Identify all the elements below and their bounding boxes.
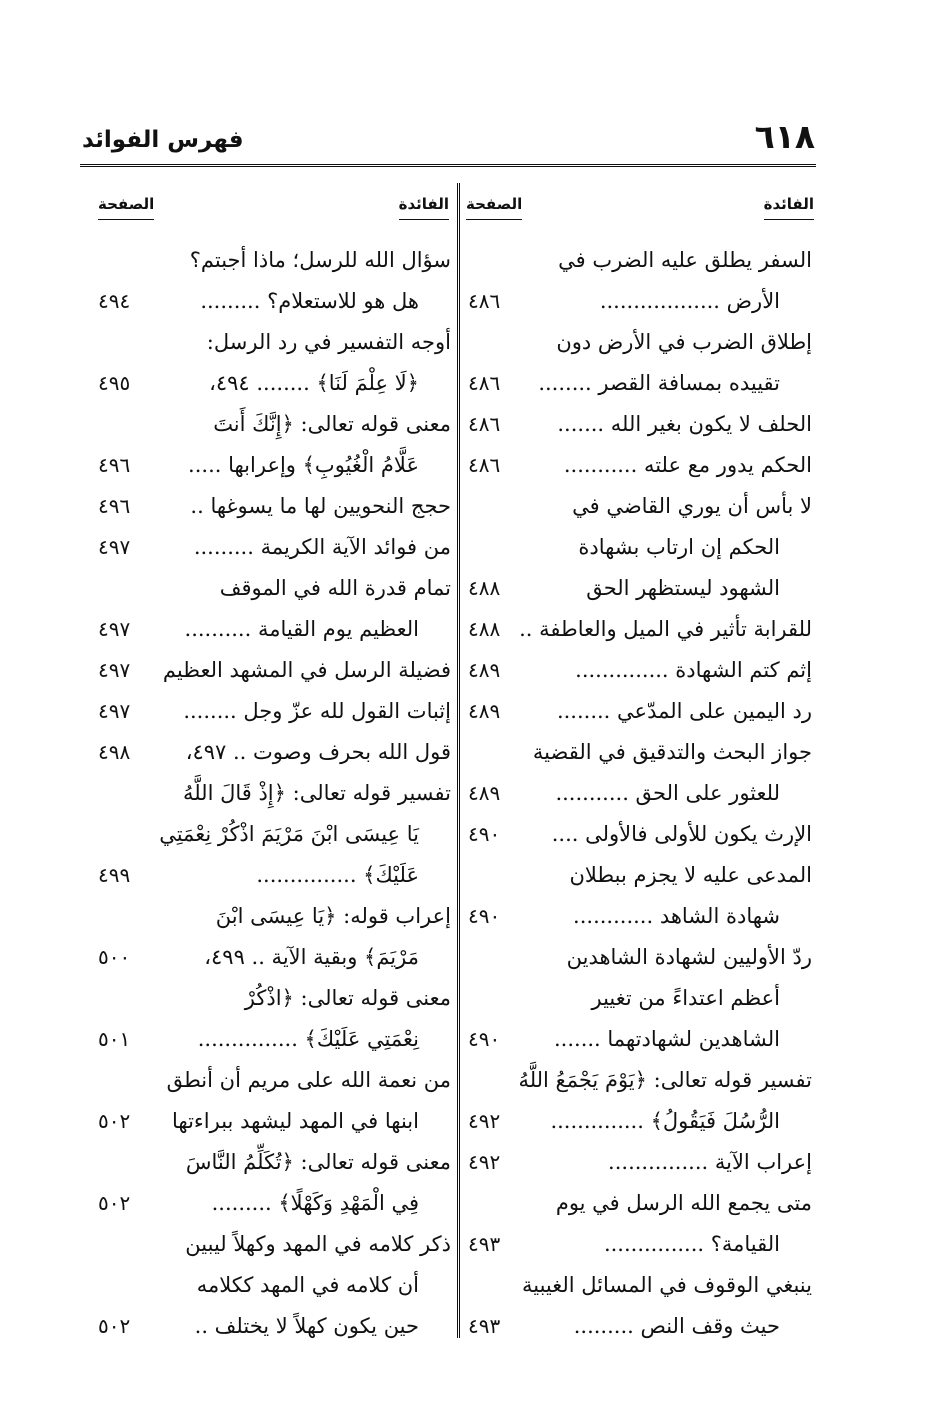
index-entry [466, 937, 818, 978]
index-entry [96, 1019, 453, 1060]
index-entry [96, 1224, 453, 1265]
index-entry [466, 568, 818, 609]
page-title: فهرس الفوائد [82, 127, 244, 153]
index-entry [96, 855, 453, 896]
index-entry [96, 568, 453, 609]
entry-text: من فوائد الآية الكريمة ......... [193, 535, 451, 559]
entry-page-number: ٤٩٤ [98, 289, 131, 313]
entry-text: مَرْيَمَ﴾ وبقية الآية .. ٤٩٩، [204, 945, 419, 969]
entry-text: معنى قوله تعالى: ﴿تُكَلِّمُ النَّاسَ [185, 1150, 451, 1174]
entry-text: إثم كتم الشهادة .............. [575, 658, 812, 682]
entry-page-number: ٤٨٦ [468, 453, 501, 477]
entry-text: للقرابة تأثير في الميل والعاطفة .. [519, 617, 812, 641]
entry-text: الحكم يدور مع علته ........... [563, 453, 812, 477]
entry-text: الشهود ليستظهر الحق [586, 576, 780, 600]
entry-page-number: ٥٠٢ [98, 1314, 131, 1338]
index-column-left [96, 188, 453, 1347]
index-entry [96, 404, 453, 445]
index-entry [96, 896, 453, 937]
index-column-right [466, 188, 818, 1347]
index-entry [96, 773, 453, 814]
entry-text: القيامة؟ ............... [603, 1232, 780, 1256]
index-entry [96, 322, 453, 363]
entry-text: أن كلامه في المهد ككلامه [196, 1273, 419, 1297]
index-entry [96, 486, 453, 527]
entry-page-number: ٤٨٩ [468, 699, 501, 723]
entry-text: ذكر كلامه في المهد وكهلاً ليبين [185, 1232, 451, 1256]
index-entry [466, 527, 818, 568]
entry-text: متى يجمع الله الرسل في يوم [555, 1191, 812, 1215]
index-entry [466, 1060, 818, 1101]
index-entry [466, 240, 818, 281]
entry-page-number: ٥٠٢ [98, 1191, 131, 1215]
column-divider [457, 183, 460, 1338]
entry-text: فِي الْمَهْدِ وَكَهْلًا﴾ ......... [211, 1191, 419, 1215]
index-entry [466, 486, 818, 527]
entry-page-number: ٤٨٦ [468, 289, 501, 313]
entry-page-number: ٤٩٠ [468, 1027, 501, 1051]
entry-page-number: ٤٨٩ [468, 781, 501, 805]
entry-page-number: ٤٩٣ [468, 1314, 501, 1338]
entry-text: من نعمة الله على مريم أن أنطق [166, 1068, 451, 1092]
entry-page-number: ٤٩٥ [98, 371, 131, 395]
entry-text: هل هو للاستعلام؟ ......... [200, 289, 419, 313]
column-header [96, 188, 453, 232]
entry-page-number: ٥٠١ [98, 1027, 131, 1051]
entry-page-number: ٤٨٦ [468, 371, 501, 395]
entry-text: فضيلة الرسل في المشهد العظيم [162, 658, 451, 682]
entry-text: نِعْمَتِي عَلَيْكَ﴾ ............... [197, 1027, 419, 1051]
entry-text: يَا عِيسَى ابْنَ مَرْيَمَ اذْكُرْ نِعْمَتِي [159, 822, 419, 846]
entry-text: الأرض .................. [599, 289, 780, 313]
index-entry [466, 732, 818, 773]
entry-text: الإرث يكون للأولى فالأولى .... [551, 822, 812, 846]
entry-page-number: ٤٩٧ [98, 699, 131, 723]
entry-text: أوجه التفسير في رد الرسل: [206, 330, 451, 354]
index-entry [96, 609, 453, 650]
index-entry [466, 773, 818, 814]
entry-text: عَلَيْكَ﴾ ............... [256, 863, 419, 887]
entry-page-number: ٤٨٨ [468, 576, 501, 600]
entry-page-number: ٤٩٠ [468, 904, 501, 928]
index-entry [466, 445, 818, 486]
entry-text: رد اليمين على المدّعي ........ [556, 699, 812, 723]
page-column-header: الصفحة [98, 195, 154, 220]
entry-text: تفسير قوله تعالى: ﴿إِذْ قَالَ اللَّهُ [182, 781, 451, 805]
index-entry [466, 691, 818, 732]
index-entry [96, 445, 453, 486]
index-entry [466, 1224, 818, 1265]
entry-text: شهادة الشاهد ............ [573, 904, 780, 928]
entry-page-number: ٥٠٠ [98, 945, 131, 969]
entry-page-number: ٤٩٦ [98, 453, 131, 477]
entry-page-number: ٤٩٨ [98, 740, 131, 764]
entry-page-number: ٤٩٦ [98, 494, 131, 518]
index-entry [466, 281, 818, 322]
fact-column-header: الفائدة [399, 195, 449, 220]
entry-page-number: ٤٨٨ [468, 617, 501, 641]
index-entry [466, 1183, 818, 1224]
entry-text: ابنها في المهد ليشهد ببراءتها [172, 1109, 419, 1133]
entry-text: المدعى عليه لا يجزم ببطلان [569, 863, 812, 887]
entry-page-number: ٤٩٠ [468, 822, 501, 846]
header-rule [80, 164, 816, 167]
entry-text: عَلَّامُ الْغُيُوبِ﴾ وإعرابها ..... [188, 453, 419, 477]
index-entry [96, 937, 453, 978]
index-entry [96, 1060, 453, 1101]
index-entry [96, 281, 453, 322]
entry-text: حجج النحويين لها ما يسوغها .. [190, 494, 451, 518]
index-entry [466, 1142, 818, 1183]
entry-text: ﴿لَا عِلْمَ لَنَا﴾ ........ ٤٩٤، [209, 371, 419, 395]
index-entry [96, 978, 453, 1019]
entry-page-number: ٤٩٩ [98, 863, 131, 887]
entry-text: سؤال الله للرسل؛ ماذا أجبتم؟ [189, 248, 451, 272]
index-entry [466, 855, 818, 896]
entry-page-number: ٤٩٧ [98, 535, 131, 559]
index-entry [466, 896, 818, 937]
entry-text: الحلف لا يكون بغير الله ....... [557, 412, 812, 436]
index-entry [96, 650, 453, 691]
entry-page-number: ٤٩٧ [98, 617, 131, 641]
page-column-header: الصفحة [466, 195, 522, 220]
index-entry [466, 650, 818, 691]
index-entry [96, 527, 453, 568]
index-entry [466, 322, 818, 363]
entry-text: للعثور على الحق ........... [555, 781, 780, 805]
fact-column-header: الفائدة [764, 195, 814, 220]
entry-page-number: ٤٩٢ [468, 1109, 501, 1133]
entry-text: تقييده بمسافة القصر ........ [538, 371, 780, 395]
index-entry [96, 1183, 453, 1224]
index-entry [96, 363, 453, 404]
index-entry [466, 978, 818, 1019]
index-entry [466, 363, 818, 404]
index-entry [466, 1306, 818, 1347]
index-rows [96, 240, 453, 1347]
entry-text: حيث وقف النص ......... [573, 1314, 780, 1338]
entry-text: قول الله بحرف وصوت .. ٤٩٧، [185, 740, 451, 764]
index-entry [96, 732, 453, 773]
entry-text: السفر يطلق عليه الضرب في [558, 248, 812, 272]
entry-text: أعظم اعتداءً من تغيير [591, 986, 780, 1010]
entry-text: ينبغي الوقوف في المسائل الغيبية [521, 1273, 812, 1297]
entry-text: إثبات القول لله عزّ وجل ........ [183, 699, 451, 723]
entry-page-number: ٥٠٢ [98, 1109, 131, 1133]
index-rows [466, 240, 818, 1347]
index-entry [466, 1101, 818, 1142]
entry-text: ردّ الأوليين لشهادة الشاهدين [566, 945, 812, 969]
entry-text: إعراب الآية ............... [608, 1150, 812, 1174]
index-entry [466, 404, 818, 445]
index-entry [96, 240, 453, 281]
index-entry [96, 1101, 453, 1142]
entry-text: تمام قدرة الله في الموقف [219, 576, 451, 600]
index-entry [96, 1142, 453, 1183]
entry-text: معنى قوله تعالى: ﴿اذْكُرْ [244, 986, 451, 1010]
entry-text: العظيم يوم القيامة .......... [184, 617, 419, 641]
page-number: ٦١٨ [754, 117, 815, 156]
index-entry [96, 1265, 453, 1306]
column-header [466, 188, 818, 232]
entry-text: لا بأس أن يوري القاضي في [572, 494, 812, 518]
entry-text: الحكم إن ارتاب بشهادة [578, 535, 780, 559]
entry-page-number: ٤٨٦ [468, 412, 501, 436]
entry-text: تفسير قوله تعالى: ﴿يَوْمَ يَجْمَعُ اللَّهُ [518, 1068, 812, 1092]
index-entry [96, 691, 453, 732]
entry-text: حين يكون كهلاً لا يختلف .. [194, 1314, 419, 1338]
index-entry [96, 814, 453, 855]
entry-text: الرُّسُلَ فَيَقُولُ﴾ .............. [550, 1109, 780, 1133]
index-entry [466, 1265, 818, 1306]
index-entry [96, 1306, 453, 1347]
entry-page-number: ٤٩٣ [468, 1232, 501, 1256]
entry-text: معنى قوله تعالى: ﴿إِنَّكَ أَنتَ [213, 412, 451, 436]
entry-text: إطلاق الضرب في الأرض دون [556, 330, 812, 354]
index-entry [466, 609, 818, 650]
entry-text: جواز البحث والتدقيق في القضية [532, 740, 812, 764]
entry-text: إعراب قوله: ﴿يَا عِيسَى ابْنَ [215, 904, 451, 928]
index-entry [466, 1019, 818, 1060]
entry-page-number: ٤٨٩ [468, 658, 501, 682]
entry-text: الشاهدين لشهادتهما ....... [554, 1027, 780, 1051]
index-entry [466, 814, 818, 855]
entry-page-number: ٤٩٧ [98, 658, 131, 682]
entry-page-number: ٤٩٢ [468, 1150, 501, 1174]
